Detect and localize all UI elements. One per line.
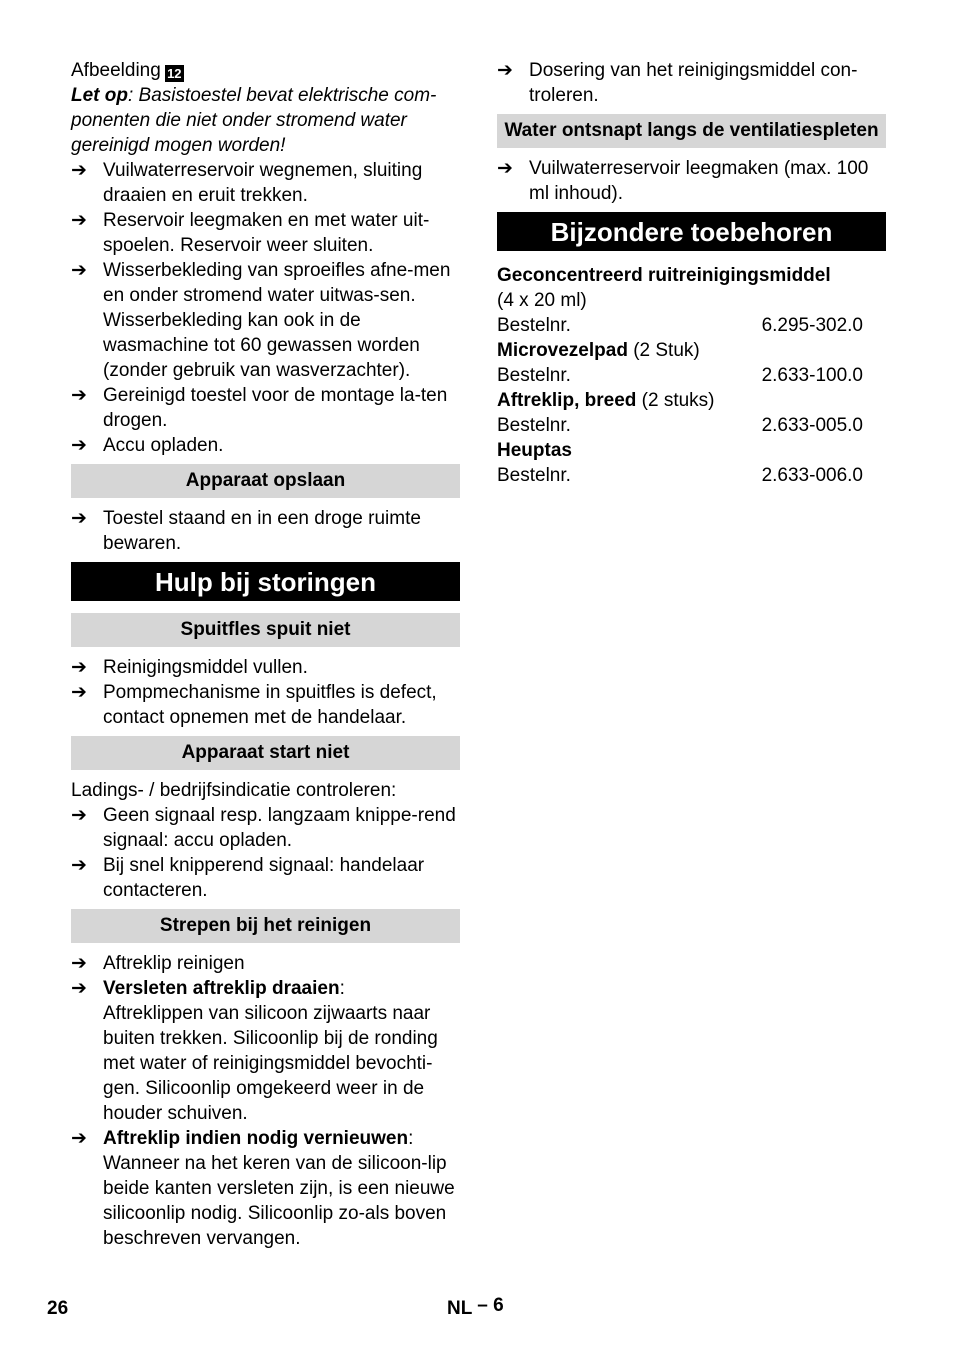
arrow-right-icon: ➔	[71, 210, 87, 231]
list-item: ➔ Wisserbekleding van sproeifles afne-men en onder stromend water uitwas-sen. Wisserbekleding kan ook in de wasmachine tot 60 gewassen worden (zonder gebruik van wasverzachter).	[71, 260, 451, 381]
figure-reference: Afbeelding 12	[71, 58, 460, 83]
section-heading-spray: Spuitfles spuit niet	[71, 613, 460, 647]
chapter-heading-accessories: Bijzondere toebehoren	[497, 212, 886, 251]
order-number: 2.633-006.0	[761, 465, 863, 486]
arrow-right-icon: ➔	[71, 160, 87, 181]
list-item: ➔ Gereinigd toestel voor de montage la-ten drogen.	[71, 385, 448, 431]
list-item: ➔ Aftreklip indien nodig vernieuwen: Wanneer na het keren van de silicoon-lip beide kanten versleten zijn, is een nieuwe silicoonlip nodig. Silicoonlip zo-als boven beschreven vervangen.	[71, 1128, 455, 1249]
list-item: ➔ Dosering van het reinigingsmiddel con-troleren.	[497, 60, 858, 106]
arrow-right-icon: ➔	[71, 953, 87, 974]
list-item: ➔ Vuilwaterreservoir wegnemen, sluiting draaien en eruit trekken.	[71, 160, 423, 206]
list-item: ➔ Toestel staand en in een droge ruimte bewaren.	[71, 508, 421, 554]
order-number: 2.633-005.0	[761, 415, 863, 436]
cleaning-steps	[71, 158, 460, 458]
arrow-right-icon: ➔	[71, 978, 87, 999]
arrow-right-icon: ➔	[71, 805, 87, 826]
section-heading-streaks: Strepen bij het reinigen	[71, 909, 460, 943]
arrow-right-icon: ➔	[71, 855, 87, 876]
arrow-right-icon: ➔	[71, 435, 87, 456]
arrow-right-icon: ➔	[71, 508, 87, 529]
start-intro: Ladings- / bedrijfsindicatie controleren:	[71, 780, 397, 801]
arrow-right-icon: ➔	[71, 260, 87, 281]
list-item: ➔ Pompmechanisme in spuitfles is defect, contact opnemen met de handelaar.	[71, 682, 437, 728]
page-number: 26	[47, 1298, 69, 1319]
list-item: ➔ Vuilwaterreservoir leegmaken (max. 100 ml inhoud).	[497, 158, 869, 204]
list-item: ➔ Reinigingsmiddel vullen.	[71, 657, 308, 678]
arrow-right-icon: ➔	[71, 385, 87, 406]
figure-number-badge: 12	[165, 65, 184, 82]
section-heading-start: Apparaat start niet	[71, 736, 460, 770]
accessory-item: Aftreklip, breed (2 stuks) Bestelnr. 2.633-005.0	[497, 390, 863, 436]
warning-note: Let op: Basistoestel bevat elektrische com- ponenten die niet onder stromend water gereinigd mogen worden!	[71, 85, 437, 156]
arrow-right-icon: ➔	[71, 682, 87, 703]
arrow-right-icon: ➔	[497, 60, 513, 81]
left-column	[71, 58, 460, 1251]
right-column	[497, 58, 886, 488]
arrow-right-icon: ➔	[71, 657, 87, 678]
list-item: ➔ Reservoir leegmaken en met water uit-spoelen. Reservoir weer sluiten.	[71, 210, 430, 256]
accessory-item: Heuptas Bestelnr. 2.633-006.0	[497, 440, 863, 486]
arrow-right-icon: ➔	[71, 1128, 87, 1149]
accessory-list	[497, 263, 886, 488]
section-heading-storage: Apparaat opslaan	[71, 464, 460, 498]
list-item: ➔ Accu opladen.	[71, 435, 224, 456]
list-item: ➔ Versleten aftreklip draaien: Aftreklippen van silicoon zijwaarts naar buiten trekken. Silicoonlip bij de ronding met water of reinigingsmiddel bevochti-gen. Silicoonlip omgekeerd weer in de houder schuiven.	[71, 978, 438, 1124]
accessory-item: Microvezelpad (2 Stuk) Bestelnr. 2.633-100.0	[497, 340, 863, 386]
list-item: ➔ Bij snel knipperend signaal: handelaar contacteren.	[71, 855, 425, 901]
list-item: ➔ Geen signaal resp. langzaam knippe-rend signaal: accu opladen.	[71, 805, 456, 851]
order-number: 2.633-100.0	[761, 365, 863, 386]
footer-language-section: NL – 6	[447, 1295, 504, 1319]
accessory-item: Geconcentreerd ruitreinigingsmiddel (4 x 20 ml) Bestelnr. 6.295-302.0	[497, 265, 863, 336]
section-heading-vent: Water ontsnapt langs de ventilatiespleten	[497, 114, 886, 148]
chapter-heading-troubleshooting: Hulp bij storingen	[71, 562, 460, 601]
arrow-right-icon: ➔	[497, 158, 513, 179]
order-number: 6.295-302.0	[761, 315, 863, 336]
list-item: ➔ Aftreklip reinigen	[71, 953, 245, 974]
